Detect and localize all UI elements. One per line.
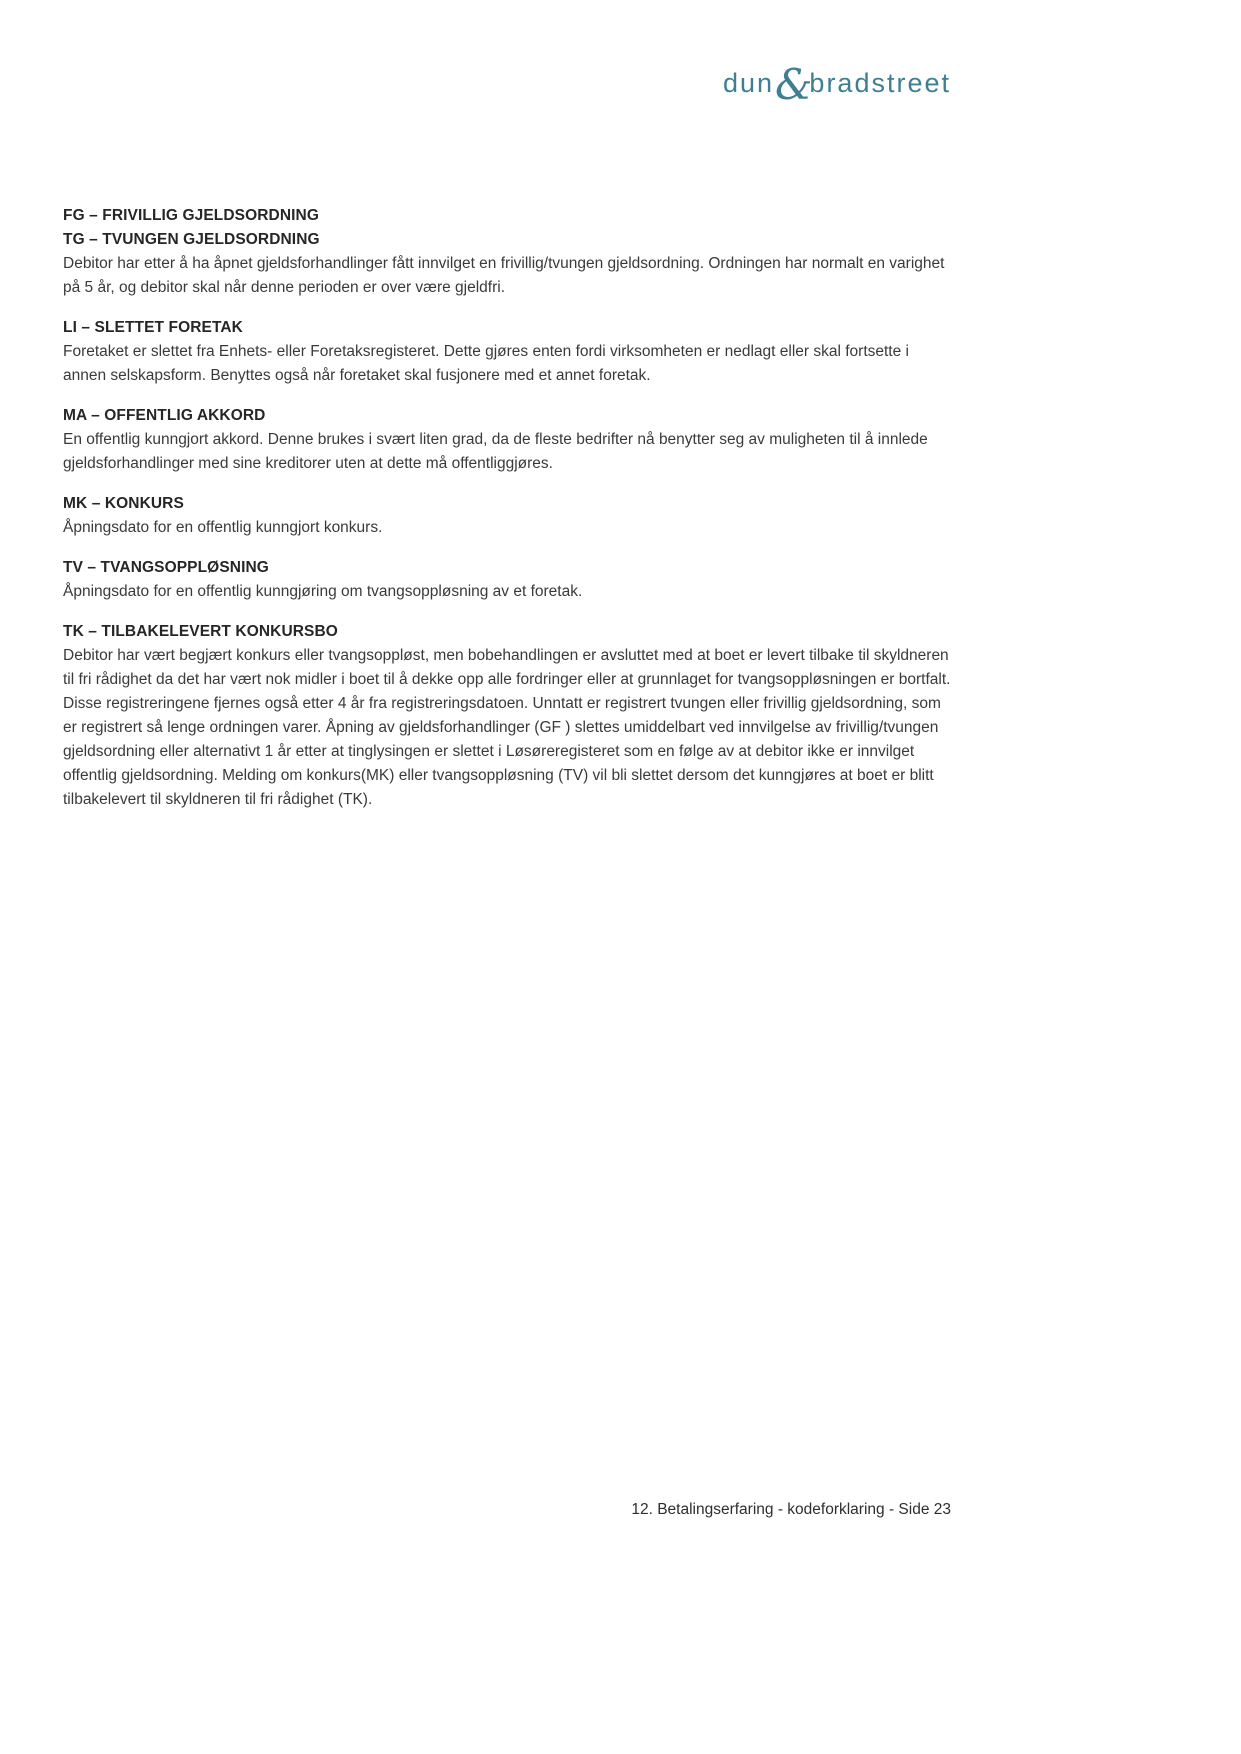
section-body: Åpningsdato for en offentlig kunngjort konkurs. xyxy=(63,519,383,536)
section-heading-mk: MK – KONKURS xyxy=(63,495,184,512)
section-li xyxy=(63,316,951,388)
section-heading-tk: TK – TILBAKELEVERT KONKURSBO xyxy=(63,623,338,640)
logo-text-bradstreet: bradstreet xyxy=(809,68,951,98)
logo-text-dun: dun xyxy=(722,68,775,98)
section-heading-fg: FG – FRIVILLIG GJELDSORDNING xyxy=(63,207,319,224)
section-tk xyxy=(63,620,951,812)
section-heading-li: LI – SLETTET FORETAK xyxy=(63,319,243,336)
section-body: Debitor har etter å ha åpnet gjeldsforhandlinger fått innvilget en frivillig/tvungen gjeldsordning. Ordningen har normalt en varighet på 5 år, og debitor skal når denne perioden er over være gjeldfri. xyxy=(63,255,945,296)
section-fg-tg xyxy=(63,204,951,300)
section-body: En offentlig kunngjort akkord. Denne brukes i svært liten grad, da de fleste bedrifter nå benytter seg av muligheten til å innlede gjeldsforhandlinger med sine kreditorer uten at dette må offentliggjøres. xyxy=(63,431,928,472)
document-content xyxy=(63,204,951,828)
section-heading-tg: TG – TVUNGEN GJELDSORDNING xyxy=(63,231,320,248)
page-footer: 12. Betalingserfaring - kodeforklaring - Side 23 xyxy=(631,1501,951,1518)
section-body: Foretaket er slettet fra Enhets- eller Foretaksregisteret. Dette gjøres enten fordi virksomheten er nedlagt eller skal fortsette i annen selskapsform. Benyttes også når foretaket skal fusjonere med et annet foretak. xyxy=(63,343,909,384)
section-mk xyxy=(63,492,951,540)
dnb-logo xyxy=(63,60,951,109)
section-heading-ma: MA – OFFENTLIG AKKORD xyxy=(63,407,266,424)
section-ma xyxy=(63,404,951,476)
section-body: Debitor har vært begjært konkurs eller tvangsoppløst, men bobehandlingen er avsluttet med at boet er levert tilbake til skyldneren til fri rådighet da det har vært nok midler i boet til å dekke opp alle fordringer eller at grunnlaget for tvangsoppløsningen er bortfalt. Disse registreringene fjernes også etter 4 år fra registreringsdatoen. Unntatt er registrert tvungen eller frivillig gjeldsordning, som er registrert så lenge ordningen varer. Åpning av gjeldsforhandlinger (GF ) slettes umiddelbart ved innvilgelse av frivillig/tvungen gjeldsordning eller alternativt 1 år etter at tinglysingen er slettet i Løsøreregisteret som en følge av at debitor ikke er innvilget offentlig gjeldsordning. Melding om konkurs(MK) eller tvangsoppløsning (TV) vil bli slettet dersom det kunngjøres at boet er blitt tilbakelevert til skyldneren til fri rådighet (TK). xyxy=(63,647,951,808)
section-heading-tv: TV – TVANGSOPPLØSNING xyxy=(63,559,269,576)
section-tv xyxy=(63,556,951,604)
section-body: Åpningsdato for en offentlig kunngjøring om tvangsoppløsning av et foretak. xyxy=(63,583,583,600)
ampersand-icon: & xyxy=(775,60,813,109)
